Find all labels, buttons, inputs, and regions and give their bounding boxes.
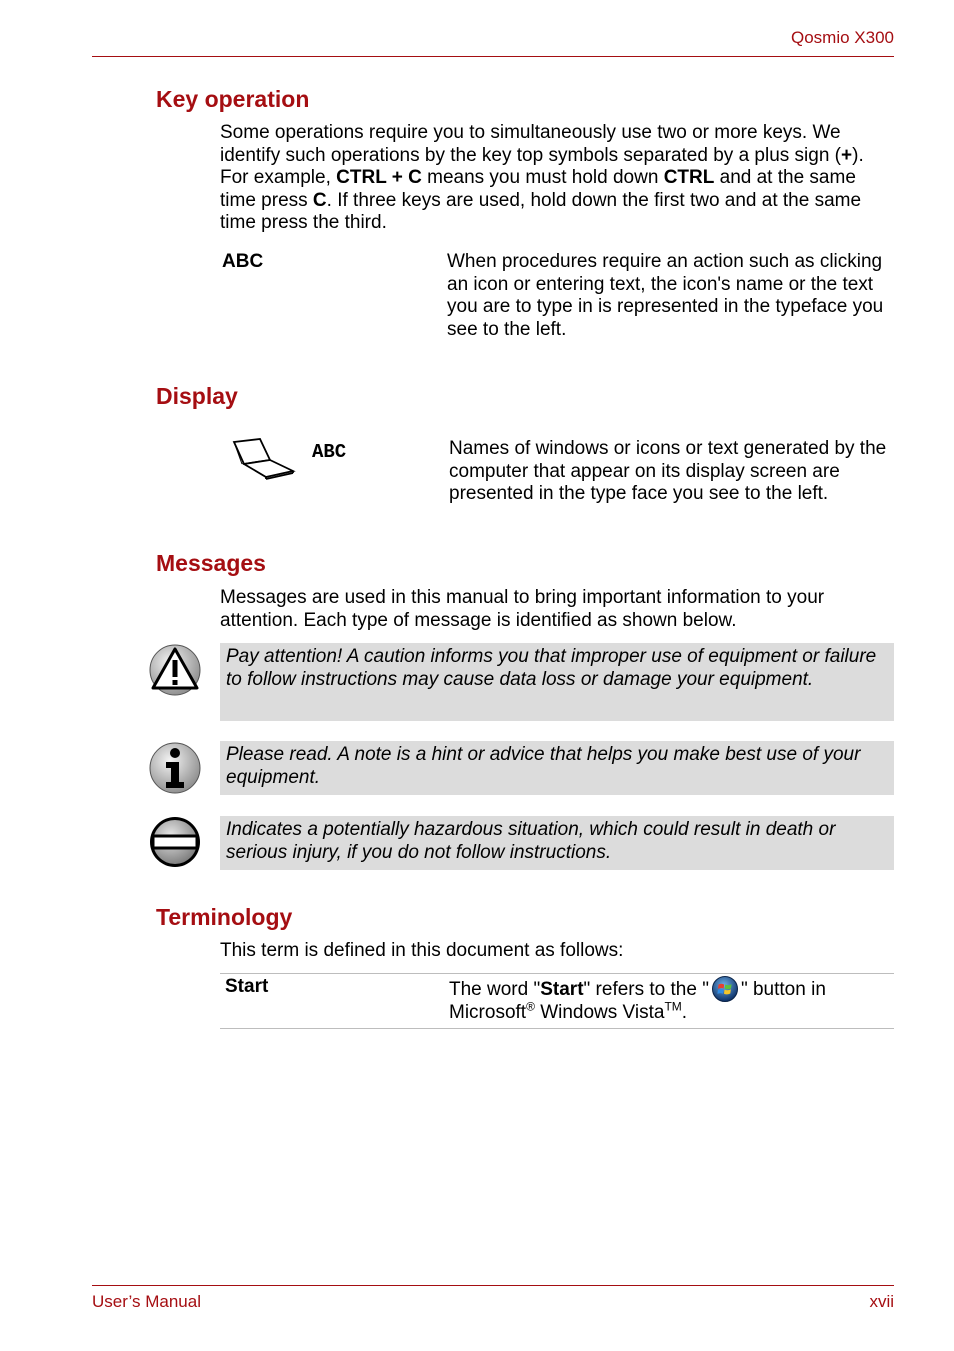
key-operation-paragraph: Some operations require you to simultaneously use two or more keys. We identify such operations by the key top symbols separated by a plus sign (+). For example, CTRL + C means you must hold down CTRL and at the same time press C. If three keys are used, hold down the first two and at the same time press the third. [220,122,864,233]
warning-message: Indicates a potentially hazardous situation, which could result in death or serious injury, if you do not follow instructions. [220,816,894,870]
key-abc-description: When procedures require an action such as clicking an icon or entering text, the icon's name or the text you are to type in is represented in the typeface you see to the left. [447,251,884,340]
windows-start-icon [711,976,739,1002]
terminology-heading: Terminology [156,904,293,930]
display-description: Names of windows or icons or text generated by the computer that appear on its display screen are presented in the type face you see to the left. [449,438,887,504]
caution-message: Pay attention! A caution informs you that improper use of equipment or failure to follow instructions may cause data loss or damage your equipment. [220,643,894,721]
header-rule [92,56,894,57]
term-start-definition: The word "Start" refers to the " " button in Microsoft® Windows Vista™. [449,976,894,1025]
footer-page-number: xvii [869,1292,894,1311]
terminology-table-top-rule [220,973,894,974]
note-message: Please read. A note is a hint or advice that helps you make best use of your equipment. [220,741,894,795]
terminology-table-bottom-rule [220,1028,894,1029]
warning-icon [149,816,201,868]
terminology-intro: This term is defined in this document as follows: [220,940,624,961]
caution-icon [149,644,201,696]
messages-heading: Messages [156,550,266,576]
messages-intro: Messages are used in this manual to bring important information to your attention. Each type of message is identified as shown below. [220,587,825,631]
key-abc-term: ABC [222,251,264,272]
info-icon [149,742,201,794]
header-title: Qosmio X300 [791,28,894,47]
display-heading: Display [156,383,238,409]
key-operation-heading: Key operation [156,86,310,112]
display-abc-term: ABC [312,441,347,463]
term-start: Start [225,976,269,997]
laptop-icon [230,438,296,480]
footer-rule [92,1285,894,1286]
footer-manual-title: User’s Manual [92,1292,201,1311]
